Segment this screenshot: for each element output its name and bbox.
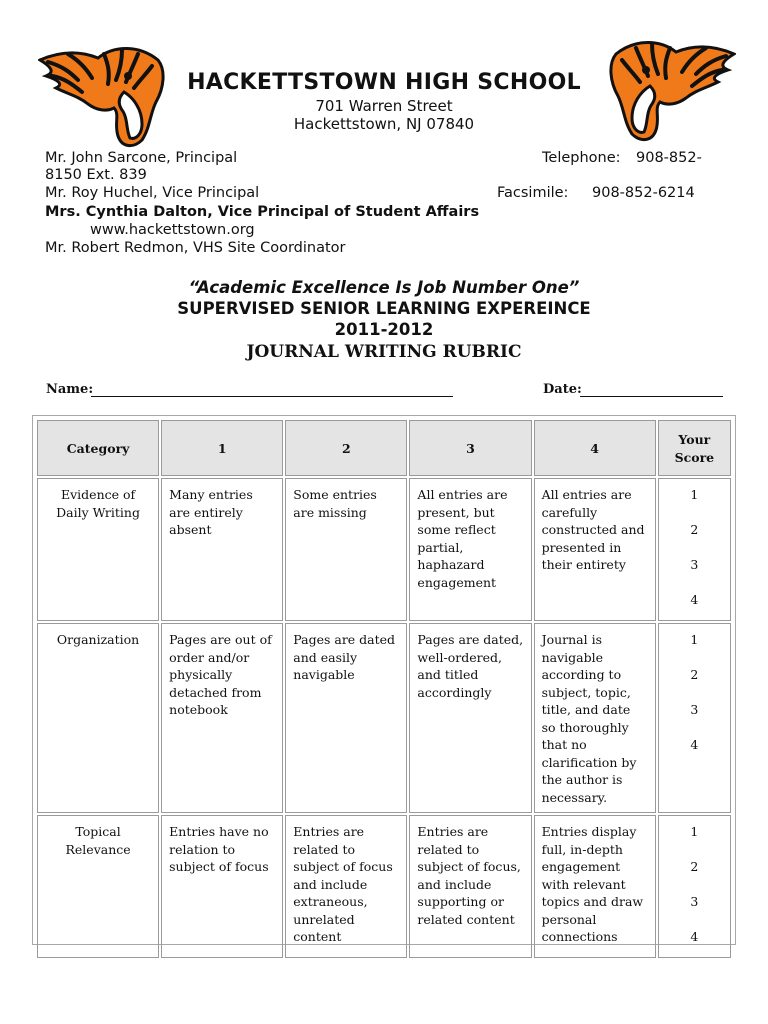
score-cell[interactable]	[658, 623, 731, 813]
vhs-coordinator-line: Mr. Robert Redmon, VHS Site Coordinator	[45, 240, 346, 256]
level3-cell: Entries are related to subject of focus, and include supporting or related content	[409, 815, 531, 958]
telephone-extension: 8150 Ext. 839	[45, 167, 147, 183]
school-year: 2011-2012	[334, 320, 434, 339]
date-label: Date:	[543, 382, 582, 397]
category-cell: Evidence of Daily Writing	[37, 478, 159, 621]
street-address: 701 Warren Street	[315, 97, 453, 115]
score-option[interactable]: 3	[690, 702, 699, 717]
score-option[interactable]: 2	[690, 522, 699, 537]
score-option[interactable]: 2	[690, 859, 699, 874]
telephone-label: Telephone:	[542, 150, 621, 166]
column-header: 1	[161, 420, 283, 476]
score-option[interactable]: 3	[690, 557, 699, 572]
vp-student-affairs-line: Mrs. Cynthia Dalton, Vice Principal of Student Affairs	[45, 204, 480, 220]
level1-cell: Entries have no relation to subject of focus	[161, 815, 283, 958]
principal-line: Mr. John Sarcone, Principal	[45, 150, 238, 166]
level2-cell: Some entries are missing	[285, 478, 407, 621]
level1-cell: Pages are out of order and/or physically detached from notebook	[161, 623, 283, 813]
rubric-table-frame	[32, 415, 736, 945]
rubric-table	[35, 418, 733, 960]
score-option[interactable]: 3	[690, 894, 699, 909]
table-row	[37, 478, 731, 621]
website-link[interactable]: www.hackettstown.org	[90, 222, 255, 238]
facsimile-label: Facsimile:	[497, 185, 569, 201]
category-cell: Organization	[37, 623, 159, 813]
score-option[interactable]: 1	[690, 487, 699, 502]
table-row	[37, 815, 731, 958]
date-field[interactable]	[580, 396, 723, 397]
table-header-row	[37, 420, 731, 476]
level4-cell: All entries are carefully constructed and presented in their entirety	[534, 478, 656, 621]
vice-principal-line: Mr. Roy Huchel, Vice Principal	[45, 185, 260, 201]
level2-cell: Pages are dated and easily navigable	[285, 623, 407, 813]
column-header: 3	[409, 420, 531, 476]
category-cell: Topical Relevance	[37, 815, 159, 958]
motto: “Academic Excellence Is Job Number One”	[188, 278, 580, 297]
score-option[interactable]: 2	[690, 667, 699, 682]
score-option[interactable]: 1	[690, 632, 699, 647]
program-title: SUPERVISED SENIOR LEARNING EXPEREINCE	[177, 299, 591, 318]
column-header: Category	[37, 420, 159, 476]
column-header: Your Score	[658, 420, 731, 476]
score-option[interactable]: 4	[690, 929, 699, 944]
level1-cell: Many entries are entirely absent	[161, 478, 283, 621]
document-title: JOURNAL WRITING RUBRIC	[246, 342, 522, 362]
facsimile-number: 908-852-6214	[592, 185, 695, 201]
table-row	[37, 623, 731, 813]
score-cell[interactable]	[658, 478, 731, 621]
column-header: 4	[534, 420, 656, 476]
score-option[interactable]: 4	[690, 737, 699, 752]
level4-cell: Journal is navigable according to subject, topic, title, and date so thoroughly that no clarification by the author is necessary.	[534, 623, 656, 813]
column-header: 2	[285, 420, 407, 476]
city-address: Hackettstown, NJ 07840	[293, 115, 475, 133]
score-option[interactable]: 4	[690, 592, 699, 607]
score-cell[interactable]	[658, 815, 731, 958]
score-option[interactable]: 1	[690, 824, 699, 839]
level4-cell: Entries display full, in-depth engagement with relevant topics and draw personal connections	[534, 815, 656, 958]
tiger-logo-left-icon	[38, 40, 168, 150]
level3-cell: Pages are dated, well-ordered, and titled accordingly	[409, 623, 531, 813]
telephone-number: 908-852-	[636, 150, 702, 166]
level2-cell: Entries are related to subject of focus and include extraneous, unrelated content	[285, 815, 407, 958]
school-name: HACKETTSTOWN HIGH SCHOOL	[187, 70, 581, 95]
name-field[interactable]	[91, 396, 453, 397]
name-label: Name:	[46, 382, 94, 397]
level3-cell: All entries are present, but some reflect partial, haphazard engagement	[409, 478, 531, 621]
